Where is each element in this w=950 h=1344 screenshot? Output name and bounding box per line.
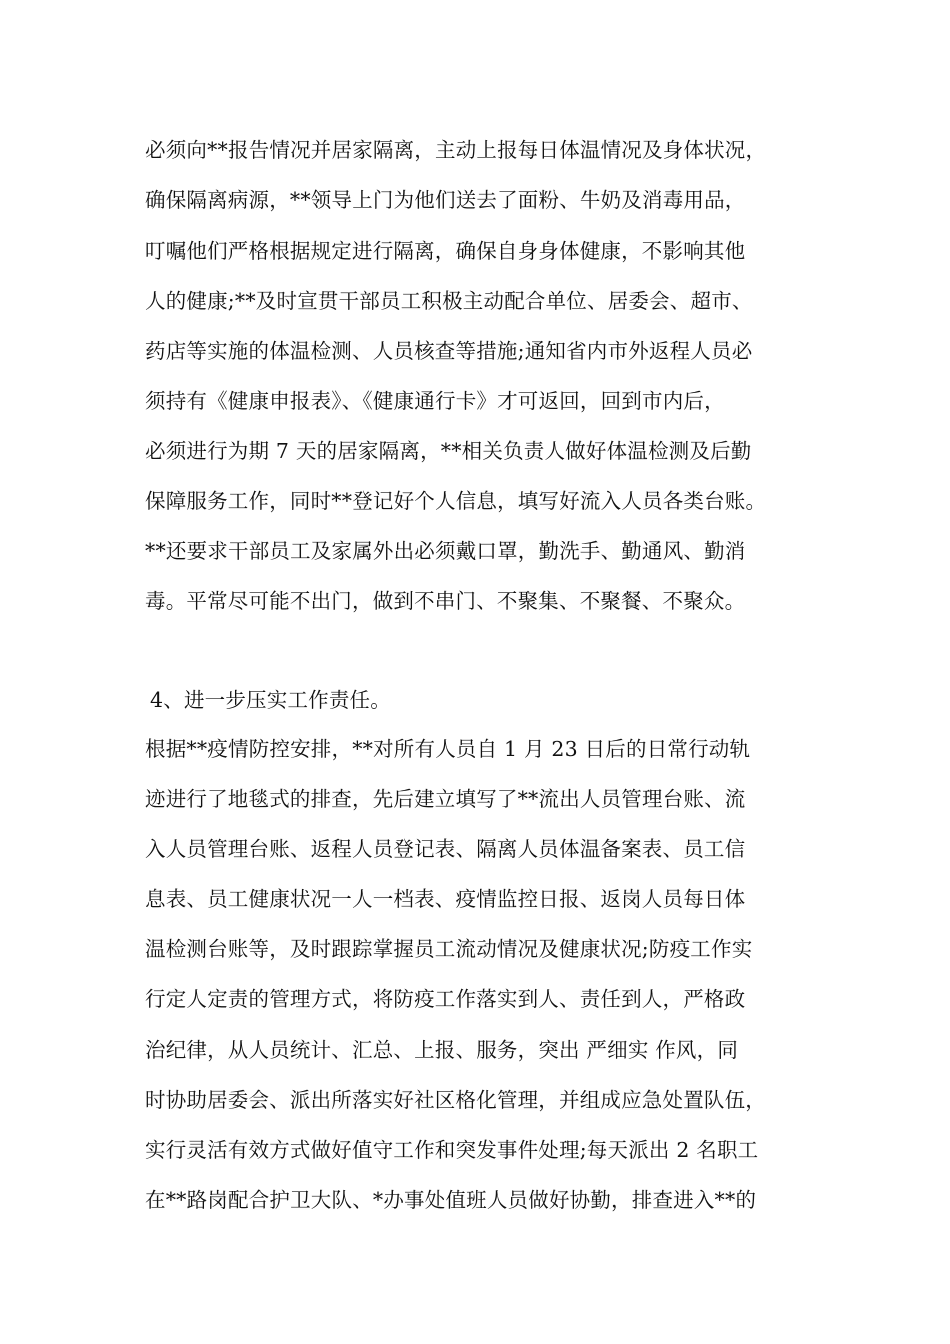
paragraph-line: 叮嘱他们严格根据规定进行隔离，确保自身身体健康，不影响其他: [145, 239, 746, 263]
paragraph-line: 行定人定责的管理方式，将防疫工作落实到人、责任到人，严格政: [145, 987, 746, 1011]
paragraph-line: 迹进行了地毯式的排查，先后建立填写了**流出人员管理台账、流: [145, 787, 746, 811]
paragraph-line: 药店等实施的体温检测、人员核查等措施;通知省内市外返程人员必: [145, 339, 753, 363]
paragraph-line: 时协助居委会、派出所落实好社区格化管理，并组成应急处置队伍，: [145, 1088, 766, 1112]
paragraph-line: 必须进行为期 7 天的居家隔离，**相关负责人做好体温检测及后勤: [145, 439, 752, 463]
paragraph-line: 温检测台账等，及时跟踪掌握员工流动情况及健康状况;防疫工作实: [145, 937, 753, 961]
section-heading: 4、进一步压实工作责任。: [150, 688, 391, 712]
paragraph-line: 毒。平常尽可能不出门，做到不串门、不聚集、不聚餐、不聚众。: [145, 589, 746, 613]
paragraph-line: 确保隔离病源，**领导上门为他们送去了面粉、牛奶及消毒用品，: [145, 188, 746, 212]
paragraph-line: 息表、员工健康状况一人一档表、疫情监控日报、返岗人员每日体: [145, 887, 746, 911]
paragraph-line: 实行灵活有效方式做好值守工作和突发事件处理;每天派出 2 名职工: [145, 1138, 759, 1162]
paragraph-line: 治纪律，从人员统计、汇总、上报、服务，突出 严细实 作风，同: [145, 1038, 739, 1062]
paragraph-line: 人的健康;**及时宣贯干部员工积极主动配合单位、居委会、超市、: [145, 289, 753, 313]
paragraph-line: 须持有《健康申报表》、《健康通行卡》才可返回，回到市内后，: [145, 389, 725, 413]
paragraph-line: 根据**疫情防控安排，**对所有人员自 1 月 23 日后的日常行动轨: [145, 737, 751, 761]
paragraph-line: 必须向**报告情况并居家隔离，主动上报每日体温情况及身体状况，: [145, 138, 767, 162]
paragraph-line: 保障服务工作，同时**登记好个人信息，填写好流入人员各类台账。: [145, 489, 767, 513]
paragraph-line: **还要求干部员工及家属外出必须戴口罩，勤洗手、勤通风、勤消: [145, 539, 746, 563]
paragraph-line: 入人员管理台账、返程人员登记表、隔离人员体温备案表、员工信: [145, 837, 746, 861]
paragraph-line: 在**路岗配合护卫大队、*办事处值班人员做好协勤，排查进入**的: [145, 1188, 757, 1212]
